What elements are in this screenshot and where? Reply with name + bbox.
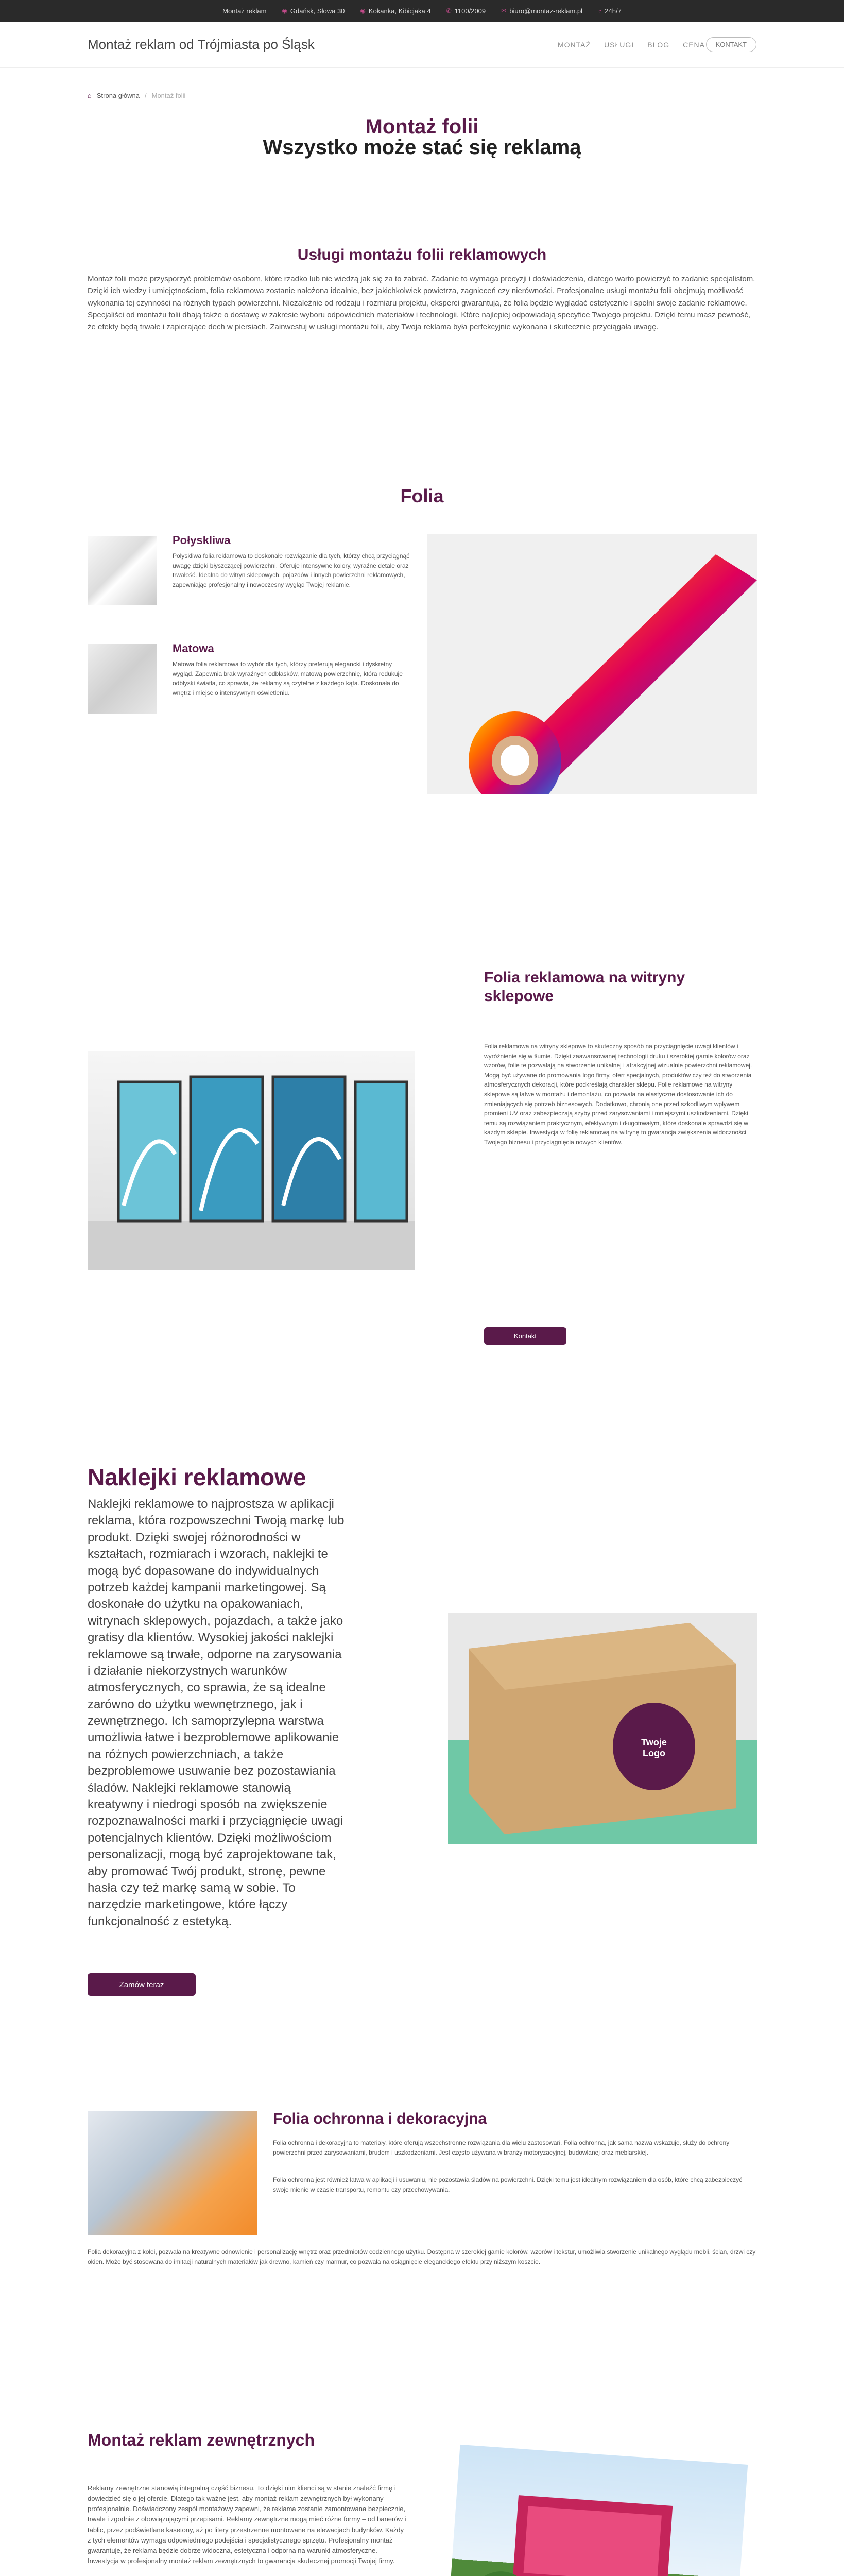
- naklejki-title: Naklejki reklamowe: [88, 1464, 306, 1490]
- nav-item-cena[interactable]: CENA: [683, 40, 705, 49]
- pin-icon: ◉: [360, 7, 366, 14]
- home-icon[interactable]: ⌂: [88, 92, 92, 99]
- naklejki-text: Naklejki reklamowe to najprostsza w aplikacji reklama, która rozpowszechni Twoją markę lub produkt. Dzięki swojej różnorodności w kształtach, rozmiarach i wzorach, naklejki te mogą być dopasowane do indywidualnych potrzeb każdej kampanii marketingowej. Są doskonałe do użytku na opakowaniach, witrynach sklepowych, pojazdach, a także jako gratisy dla klientów. Wysokiej jakości naklejki reklamowe są trwałe, odporne na zarysowania i działanie niekorzystnych warunków atmosferycznych, co sprawia, że są idealne zarówno do użytku wewnętrznego, jak i zewnętrznego. Ich samoprzylepna warstwa umożliwia łatwe i bezproblemowe aplikowanie na różnych powierzchniach, a także bezproblemowe usuwanie bez pozostawiania śladów. Naklejki reklamowe stanowią kreatywny i niedrogi sposób na zwiększenie rozpoznawalności marki i przyciągnięcie uwagi potencjalnych klientów. Dzięki możliwościom personalizacji, mogą być zaprojektowane tak, aby promować Twój produkt, stronę, pewne hasła czy też markę samą w sobie. To narzędzie marketingowe, które łączy funkcjonalność z estetyką.: [88, 1497, 345, 1928]
- zewnetrzne-text: Reklamy zewnętrzne stanowią integralną część biznesu. To dzięki nim klienci są w stanie znaleźć firmę i dowiedzieć się o jej ofercie. Dlatego tak ważne jest, aby montaż reklam zewnętrznych był wykonany profesjonalnie. Doświadczony zespół montażowy zapewni, że reklama zostanie zamontowana bezpiecznie, trwale i zgodnie z obowiązującymi przepisami. Reklamy zewnętrzne mogą mieć różne formy – od banerów i tablic, przez podświetlane kasetony, aż po litery przestrzenne montowane na elewacjach budynków. Każdy z tych elementów wymaga odpowiedniego podejścia i specjalistycznego sprzętu. Profesjonalny montaż gwarantuje, że reklama będzie dobrze widoczna, estetyczna i odporna na warunki atmosferyczne. Inwestycja w profesjonalny montaż reklam zewnętrznych to gwarancja skutecznej promocji Twojej firmy.: [88, 2484, 406, 2565]
- sticker-logo-text: Twoje Logo: [641, 1737, 667, 1758]
- ochronna-text3: Folia dekoracyjna z kolei, pozwala na kreatywne odnowienie i personalizację wnętrz oraz przedmiotów codziennego użytku. Dostępna w szerokiej gamie kolorów, wzorów i tekstur, umożliwia stworzenie unikalnego wyglądu mebli, ścian, drzwi czy okien. Może być stosowana do imitacji naturalnych materiałów jak drewno, kamień czy marmur, co pozwala na osiągnięcie eleganckiego efektu przy niższym koszcie.: [88, 2248, 756, 2265]
- page-subtitle: Wszystko może stać się reklamą: [263, 136, 581, 159]
- folia-title: Folia: [400, 485, 444, 506]
- topbar-address: ◉ Gdańsk, Słowa 30: [282, 7, 345, 15]
- page-title: Montaż folii: [365, 115, 479, 138]
- topbar-phone[interactable]: ✆ 1100/2009: [446, 7, 486, 15]
- services-title: Usługi montażu folii reklamowych: [297, 246, 547, 263]
- topbar-hours: ◔ 24h/7: [598, 7, 622, 15]
- header-contact-button[interactable]: KONTAKT: [706, 37, 756, 52]
- gloss-swatch-image: [88, 536, 157, 605]
- naklejki-order-button[interactable]: Zamów teraz: [88, 1973, 196, 1996]
- topbar-email[interactable]: ✉ biuro@montaz-reklam.pl: [501, 7, 583, 15]
- brand-logo[interactable]: Montaż reklam od Trójmiasta po Śląsk: [88, 37, 315, 52]
- site-header: [0, 22, 844, 68]
- mail-icon: ✉: [501, 7, 507, 14]
- ochronna-title: Folia ochronna i dekoracyjna: [273, 2110, 487, 2127]
- gloss-text: Połyskliwa folia reklamowa to doskonałe rozwiązanie dla tych, którzy chcą przyciągnąć uwagę dzięki błyszczącej powierzchni. Oferuje intensywne kolory, wyraźne detale oraz trwałość. Idealna do witryn sklepowych, pojazdów i innych powierzchni reklamowych, zapewniając profesjonalny i nowoczesny wygląd Twojej reklamie.: [173, 552, 410, 588]
- witryny-title: Folia reklamowa na witryny sklepowe: [484, 969, 685, 1005]
- breadcrumb: [88, 92, 185, 99]
- breadcrumb-home[interactable]: Strona główna: [96, 92, 140, 99]
- ochronna-text1: Folia ochronna i dekoracyjna to materiały, które oferują wszechstronne rozwiązania dla wielu zastosowań. Folia ochronna, jak sama nazwa wskazuje, służy do ochrony powierzchni przed zarysowaniami, brudem i uszkodzeniami. Jest często używana w branży motoryzacyjnej, budowlanej oraz meblarskiej.: [273, 2139, 730, 2156]
- matte-text: Matowa folia reklamowa to wybór dla tych, którzy preferują elegancki i dyskretny wygląd. Zapewnia brak wyraźnych odblasków, matową powierzchnię, która redukuje odbłyski światła, co sprawia, że reklamy są czytelne z każdego kąta. Doskonała do wnętrz i miejsc o intensywnym oświetleniu.: [173, 660, 403, 697]
- phone-icon: ✆: [446, 7, 452, 14]
- protective-foil-image: [88, 2111, 257, 2235]
- ochronna-text2: Folia ochronna jest również łatwa w aplikacji i usuwaniu, nie pozostawia śladów na powierzchni. Dzięki temu jest idealnym rozwiązaniem dla osób, które chcą zabezpieczyć swoje mienie w czasie transportu, remontu czy przechowywania.: [273, 2176, 743, 2193]
- topbar-company: Montaż reklam: [222, 7, 267, 15]
- foil-roll-image: [427, 534, 757, 794]
- witryny-text: Folia reklamowa na witryny sklepowe to skuteczny sposób na przyciągnięcie uwagi klientów i wyróżnienie się w tłumie. Dzięki zaawansowanej technologii druku i szerokiej gamie kolorów oraz wzorów, folie te pozwalają na stworzenie unikalnej i atrakcyjnej wizualnie powierzchni reklamowej. Mogą być używane do promowania logo firmy, ofert specjalnych, produktów czy też do stworzenia atmosferycznych dekoracji, które podkreślają charakter sklepu. Folie reklamowe na witryny sklepowe są łatwe w montażu i demontażu, co pozwala na elastyczne dostosowanie ich do zmieniających się potrzeb biznesowych. Dodatkowo, chronią one przed szkodliwym wpływem promieni UV oraz zabezpieczają szyby przed zarysowaniami i mniejszymi uszkodzeniami. Dzięki temu są rozwiązaniem praktycznym, efektywnym i długotrwałym, które doskonale sprawdzi się w każdym sklepie. Inwestycja w folię reklamową na witrynę to gwarancja zwiększenia widoczności Twojego biznesu i przyciągnięcia nowych klientów.: [484, 1043, 752, 1146]
- zewnetrzne-title: Montaż reklam zewnętrznych: [88, 2431, 315, 2449]
- nav-item-montaz[interactable]: MONTAŻ: [557, 40, 591, 49]
- clock-icon: ◔: [598, 7, 602, 14]
- location-icon: ◉: [282, 7, 287, 14]
- gloss-title: Połyskliwa: [173, 534, 231, 547]
- sticker-box-image: [448, 1613, 757, 1844]
- matte-title: Matowa: [173, 642, 214, 655]
- top-bar: [0, 0, 844, 22]
- services-text: Montaż folii może przysporzyć problemów osobom, które rzadko lub nie wiedzą jak się za to zabrać. Zadanie to wymaga precyzji i doświadczenia, dlatego warto powierzyć to zadanie specjalistom. Dzięki ich wiedzy i umiejętnościom, folia reklamowa zostanie nałożona idealnie, bez jakichkolwiek powietrza, zagnieceń czy nierówności. Profesjonalne usługi montażu folii obejmują możliwość wykonania tej czynności na różnych typach powierzchni. Niezależnie od rodzaju i rozmiaru projektu, eksperci gwarantują, że folia będzie wyglądać estetycznie i spełni swoje zadanie reklamowe. Specjaliści od montażu folii dbają także o dostawę w zakresie wyboru odpowiednich materiałów i technologii. Które najlepiej odpowiadają specyfice Twojego projektu. Dzięki temu masz pewność, że efekty będą trwałe i zapierające dech w piersiach. Zainwestuj w usługi montażu folii, aby Twoja reklama była perfekcyjnie wykonana i skutecznie przyciągała uwagę.: [88, 275, 755, 331]
- shop-window-image: [88, 1051, 415, 1270]
- nav-item-blog[interactable]: BLOG: [647, 40, 670, 49]
- witryny-contact-button[interactable]: Kontakt: [484, 1327, 566, 1345]
- nav-item-uslugi[interactable]: USŁUGI: [604, 40, 634, 49]
- matte-swatch-image: [88, 644, 157, 714]
- billboard-image: [447, 2445, 748, 2576]
- main-nav: [558, 41, 705, 49]
- breadcrumb-current: Montaż folii: [151, 92, 186, 99]
- breadcrumb-separator: /: [144, 92, 147, 99]
- topbar-district: ◉ Kokanka, Kibicjaka 4: [360, 7, 431, 15]
